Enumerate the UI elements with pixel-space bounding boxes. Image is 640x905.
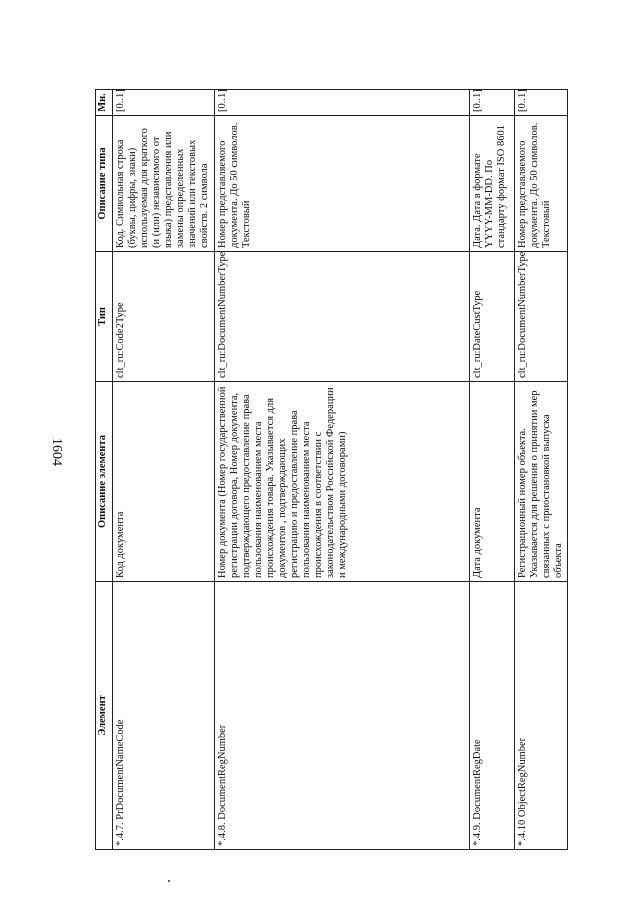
element-name: DocumentRegNumber <box>216 724 228 820</box>
header-type-description: Описание типа <box>96 116 113 252</box>
element-cell <box>514 582 567 850</box>
multiplicity-cell: [0..1] <box>113 90 215 116</box>
rotated-page-content <box>95 89 564 850</box>
elements-table <box>95 89 568 850</box>
type-cell: clt_ru:DocumentNumberType <box>214 252 469 382</box>
element-description: Номер документа (Номер государственной регистрации договора, Номер документа, подтверждающего предоставление права пользования наименованием места происхождения товара. Указывается для документов , подтверждающих регистрацию и предоставление права пользования наименованием места происхождения в соответствии с законодательством Российской Федерации и международными договорами) <box>214 382 469 582</box>
table-row <box>469 90 514 850</box>
element-description: Регистрационный номер объекта. Указывается для решения о принятии мер связанных с приостановкой выпуска объекта <box>514 382 567 582</box>
element-name: DocumentRegDate <box>471 739 483 820</box>
multiplicity-cell: [0..1] <box>514 90 567 116</box>
element-cell <box>214 582 469 850</box>
type-cell: clt_ru:Code2Type <box>113 252 215 382</box>
type-description: Номер представляемого документа. До 50 символов. Текстовый <box>214 116 469 252</box>
stray-dot <box>168 880 170 882</box>
element-name: PrDocumentNameCode <box>115 719 126 820</box>
type-cell: clt_ru:DateCustType <box>469 252 514 382</box>
row-number: *.4.10 <box>516 819 528 846</box>
type-description: Номер представляемого документа. До 50 символов. Текстовый <box>514 116 567 252</box>
element-description: Код документа <box>113 382 215 582</box>
page-number: 1604 <box>49 438 64 466</box>
element-description: Дата документа <box>469 382 514 582</box>
row-number: *.4.9. <box>471 822 483 846</box>
element-cell <box>469 582 514 850</box>
row-number: *.4.7. <box>115 822 126 846</box>
header-type: Тип <box>96 252 113 382</box>
table-row <box>113 90 215 850</box>
header-element: Элемент <box>96 582 113 850</box>
table-row <box>214 90 469 850</box>
multiplicity-cell: [0..1] <box>214 90 469 116</box>
type-description: Код. Символьная строка (буквы, цифры, знаки) используемая для краткого (и (или) независимого от языка) представления или замены определенных значений или текстовых свойств. 2 символа <box>113 116 215 252</box>
multiplicity-cell: [0..1] <box>469 90 514 116</box>
table-row <box>514 90 567 850</box>
type-description: Дата. Дата в формате YYYY-MM-DD. По стандарту формат ISO 8601 <box>469 116 514 252</box>
element-cell <box>113 582 215 850</box>
header-multiplicity: Мн. <box>96 90 113 116</box>
row-number: *.4.8. <box>216 822 228 846</box>
type-cell: clt_ru:DocumentNumberType <box>514 252 567 382</box>
header-element-description: Описание элемента <box>96 382 113 582</box>
element-name: ObjectRegNumber <box>516 737 528 818</box>
table-header-row <box>96 90 113 850</box>
